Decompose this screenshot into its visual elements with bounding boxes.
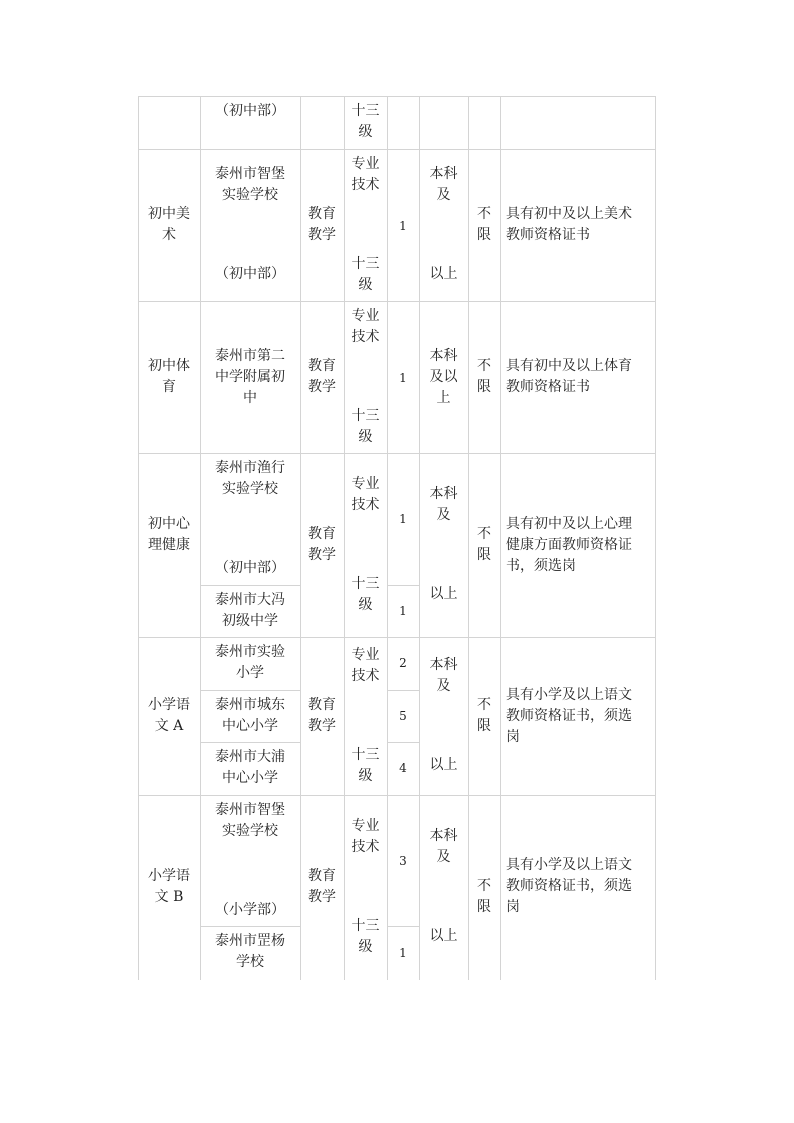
position-name: 初中心 [148,516,190,532]
major: 限 [477,899,491,915]
school-name: 小学 [236,665,264,681]
school-name: 泰州市第二 [215,348,285,364]
school-name: 泰州市大冯 [215,592,285,608]
grid-line [200,742,300,743]
category: 教育 [308,526,336,542]
grade-text: 级 [358,939,373,955]
school-note: （初中部） [215,266,285,282]
school-name: 泰州市渔行 [215,460,285,476]
school-name: 实验学校 [222,823,278,839]
education: 本科 [429,166,458,182]
school-name: 泰州市罡杨 [215,933,285,949]
school-name: 实验学校 [222,187,278,203]
school-name: 中 [243,390,257,406]
category: 教育 [308,868,336,884]
school-name: 泰州市大浦 [215,749,285,765]
count: 1 [399,946,407,960]
category: 教育 [308,358,336,374]
grade-text: 技术 [351,497,380,513]
education: 及以 [429,369,458,385]
grade-text: 十三 [351,918,380,934]
major: 不 [477,697,491,713]
count: 1 [399,219,407,233]
category: 教学 [308,889,336,905]
major: 限 [477,718,491,734]
grid-line [200,926,300,927]
grid-line [138,301,656,302]
count: 1 [399,371,407,385]
school-name: 学校 [236,954,264,970]
requirement: 教师资格证书，须选 [506,708,632,724]
grade-text: 技术 [351,839,380,855]
recruitment-table [138,96,656,980]
major: 不 [477,206,491,222]
count: 3 [399,854,407,868]
major: 限 [477,547,491,563]
grade-text: 专业 [351,156,380,172]
school-name: 中心小学 [222,770,278,786]
grid-line [200,96,201,980]
position-name: 文 A [154,718,184,734]
grid-line [138,637,656,638]
requirement: 教师资格证书，须选 [506,878,632,894]
grid-line [387,742,419,743]
grid-line [138,96,656,97]
school-name: 泰州市智堡 [215,166,285,182]
grade-text: 十三 [351,256,380,272]
position-name: 小学语 [148,868,190,884]
school-name: 中学附属初 [215,369,285,385]
education: 及 [436,678,451,694]
education: 以上 [429,586,458,602]
grade-text: 专业 [351,476,380,492]
major: 不 [477,878,491,894]
grade-text: 技术 [351,668,380,684]
grid-line [387,690,419,691]
category: 教育 [308,206,336,222]
education: 上 [436,390,451,406]
school-note: （小学部） [215,902,285,918]
major: 不 [477,526,491,542]
count: 5 [399,709,407,723]
count: 1 [399,512,407,526]
grade-text: 十三 [351,103,380,119]
grade-text: 级 [358,597,373,613]
grade-text: 级 [358,124,373,140]
position-name: 育 [162,379,176,395]
category: 教育 [308,697,336,713]
grid-line [387,926,419,927]
grid-line [138,149,656,150]
school-name: 实验学校 [222,481,278,497]
grade-text: 十三 [351,576,380,592]
position-name: 初中体 [148,358,190,374]
grid-line [200,585,300,586]
position-name: 小学语 [148,697,190,713]
category: 教学 [308,718,336,734]
school-name: 泰州市智堡 [215,802,285,818]
position-name: 初中美 [148,206,190,222]
education: 以上 [429,928,458,944]
position-name: 文 B [154,889,184,905]
grade-text: 十三 [351,747,380,763]
requirement: 具有初中及以上心理 [506,516,632,532]
category: 教学 [308,547,336,563]
grade-text: 专业 [351,818,380,834]
position-name: 术 [162,227,176,243]
grade-text: 专业 [351,308,380,324]
category: 教学 [308,227,336,243]
education: 及 [436,187,451,203]
school-name: 泰州市城东 [215,697,285,713]
school-name: 泰州市实验 [215,644,285,660]
count: 1 [399,604,407,618]
grid-line [138,453,656,454]
education: 以上 [429,757,458,773]
requirement: 岗 [506,899,520,915]
school-name: 中心小学 [222,718,278,734]
requirement: 教师资格证书 [506,379,590,395]
major: 限 [477,227,491,243]
grade-text: 专业 [351,647,380,663]
education: 及 [436,849,451,865]
grid-line [500,96,501,980]
grid-line [138,795,656,796]
education: 本科 [429,828,458,844]
grade-text: 技术 [351,329,380,345]
school-note: （初中部） [215,103,285,119]
major: 限 [477,379,491,395]
requirement: 教师资格证书 [506,227,590,243]
count: 2 [399,656,407,670]
major: 不 [477,358,491,374]
grade-text: 级 [358,429,373,445]
grade-text: 技术 [351,177,380,193]
position-name: 理健康 [148,537,190,553]
requirement: 具有初中及以上体育 [506,358,632,374]
requirement: 具有初中及以上美术 [506,206,632,222]
requirement: 具有小学及以上语文 [506,857,632,873]
education: 以上 [429,266,458,282]
grade-text: 级 [358,277,373,293]
grid-line [387,585,419,586]
education: 本科 [429,348,458,364]
count: 4 [399,761,407,775]
education: 及 [436,507,451,523]
requirement: 岗 [506,729,520,745]
grade-text: 十三 [351,408,380,424]
requirement: 具有小学及以上语文 [506,687,632,703]
category: 教学 [308,379,336,395]
education: 本科 [429,657,458,673]
requirement: 书，须选岗 [506,558,576,574]
grade-text: 级 [358,768,373,784]
requirement: 健康方面教师资格证 [506,537,632,553]
grid-line [200,690,300,691]
grid-line [655,96,656,980]
education: 本科 [429,486,458,502]
school-name: 初级中学 [222,613,278,629]
school-note: （初中部） [215,560,285,576]
